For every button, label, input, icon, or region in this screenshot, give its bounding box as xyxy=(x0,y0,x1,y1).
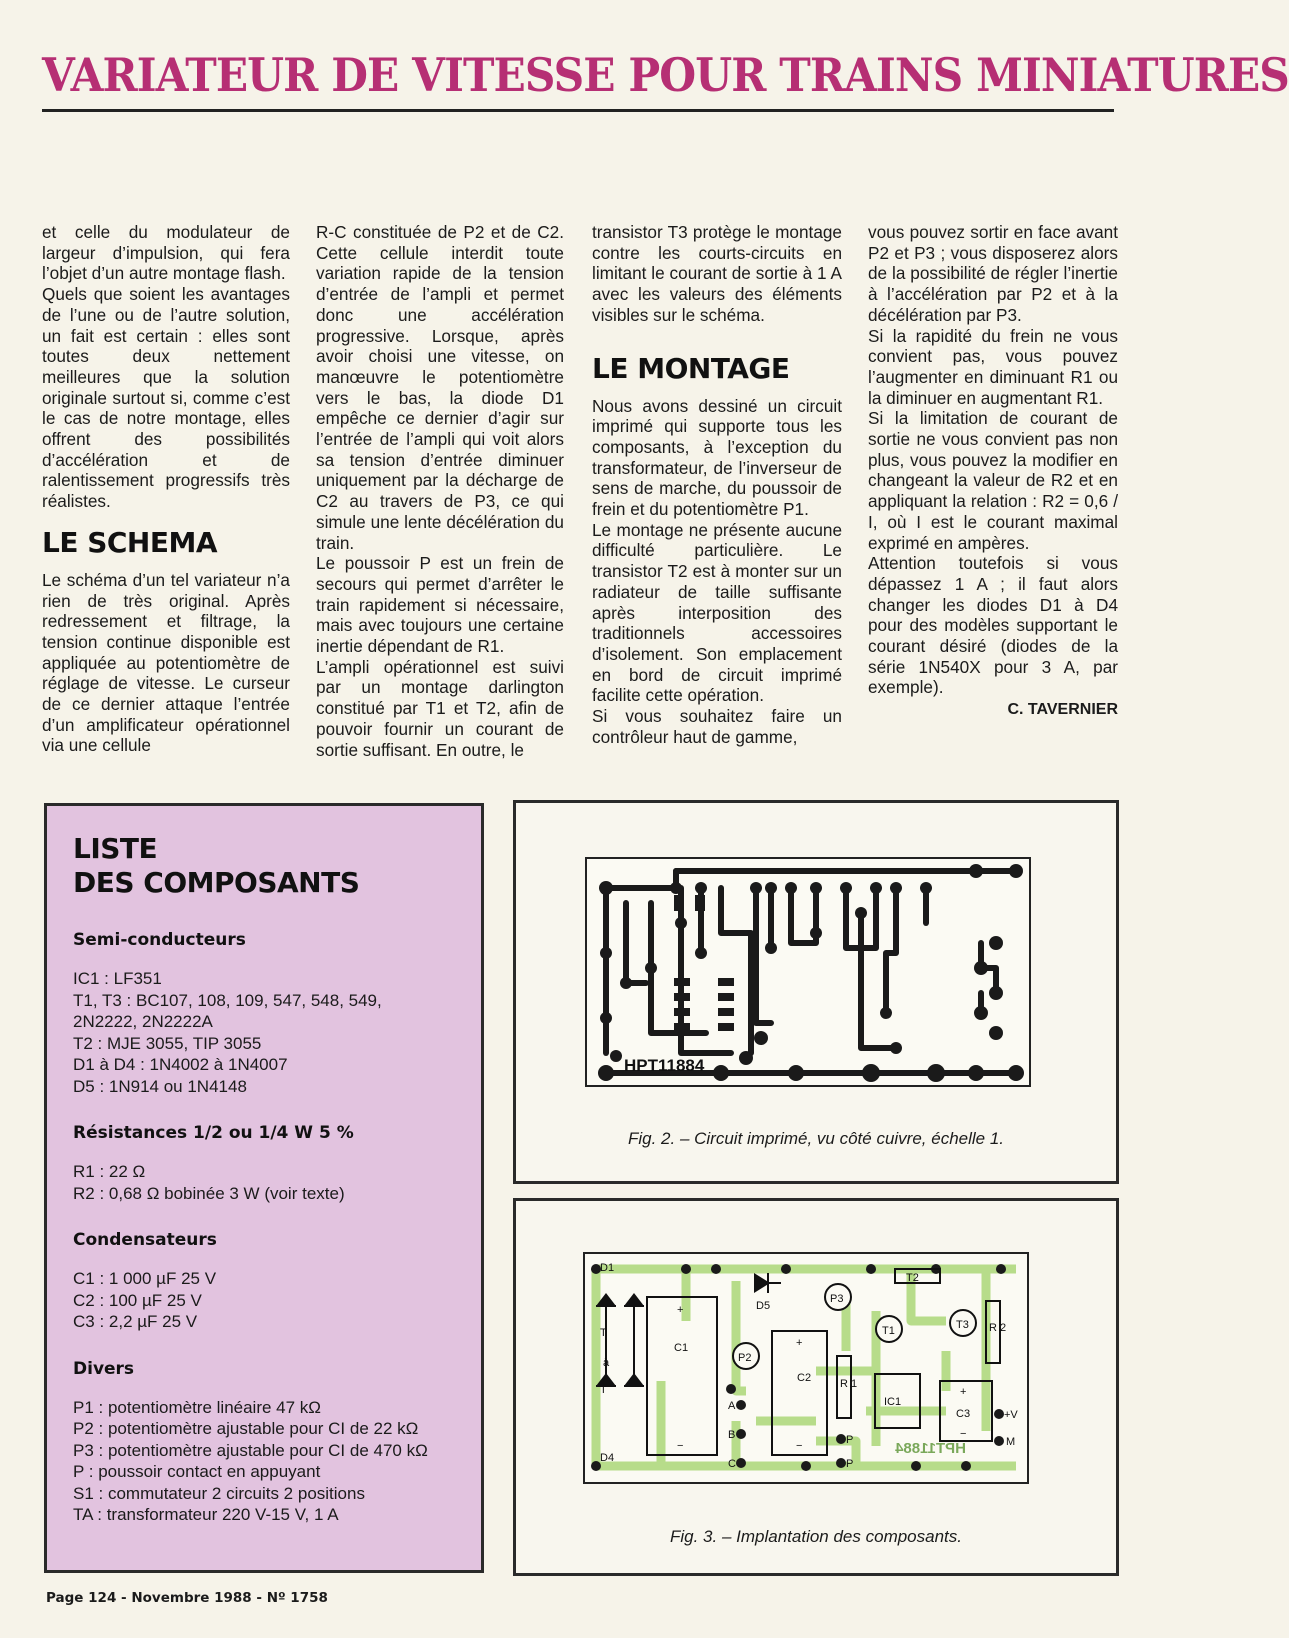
group-items-capacitors xyxy=(73,1268,457,1333)
mirror-board-label: HPT11884 xyxy=(895,1440,966,1457)
figure-caption-pcb: Fig. 2. – Circuit imprimé, vu côté cuivre, échelle 1. xyxy=(627,1129,1005,1148)
group-heading-resistors: Résistances 1/2 ou 1/4 W 5 % xyxy=(73,1123,354,1143)
label-c3-plus: + xyxy=(960,1386,967,1398)
paragraph: Le montage ne présente aucune difficulté particulière. Le transistor T2 est à monter sur un radiateur de taille suffisante après interposition des traditionnels accessoires d’isolement. Son emplacement en bord de circuit imprimé facilite cette opération. xyxy=(592,519,842,706)
figure-component-layout xyxy=(513,1198,1119,1576)
components-title-line2: DES COMPOSANTS xyxy=(73,866,360,899)
text-column-4 xyxy=(868,222,1118,721)
paragraph: Si la rapidité du frein ne vous convient pas, vous pouvez l’augmenter en diminuant R1 ou la diminuer en augmentant R1. xyxy=(868,325,1118,408)
label-c3-minus: − xyxy=(960,1428,967,1440)
text-column-2 xyxy=(316,222,564,760)
paragraph: Le schéma d’un tel variateur n’a rien de très original. Après redressement et filtrage, la tension continue disponible est appliquée au potentiomètre de réglage de vitesse. Le curseur de ce dernier attaque l’entrée d’un amplificateur opérationnel via une cellule xyxy=(42,569,290,756)
label-d5: D5 xyxy=(756,1300,771,1312)
label-c2-plus: + xyxy=(796,1337,803,1349)
label-t1: T1 xyxy=(882,1325,895,1337)
component-item: D1 à D4 : 1N4002 à 1N4007 xyxy=(73,1055,288,1074)
author-signature: C. TAVERNIER xyxy=(1007,701,1118,719)
label-t-mid: à xyxy=(603,1357,610,1369)
paragraph: transistor T3 protège le montage contre les courts-circuits en limitant le courant de sortie à 1 A avec les valeurs des éléments visibles sur le schéma. xyxy=(592,222,842,325)
component-item: C1 : 1 000 µF 25 V xyxy=(73,1269,217,1288)
group-items-misc xyxy=(73,1397,457,1526)
paragraph: Le poussoir P est un frein de secours qui permet d’arrêter le train rapidement si nécessaire, mais avec toujours une certaine inertie dépendant de R1. xyxy=(316,553,564,657)
section-heading-montage: LE MONTAGE xyxy=(592,351,790,385)
label-b: B xyxy=(728,1429,736,1441)
paragraph: et celle du modulateur de largeur d’impulsion, qui fera l’objet d’un autre montage flash. xyxy=(42,222,290,284)
group-heading-misc: Divers xyxy=(73,1358,135,1379)
group-heading-capacitors: Condensateurs xyxy=(73,1230,217,1250)
title-rule xyxy=(42,109,1114,112)
label-c2: C2 xyxy=(797,1372,812,1384)
components-title xyxy=(73,832,457,900)
label-p3: P3 xyxy=(830,1293,844,1305)
label-t2: T2 xyxy=(906,1272,919,1284)
group-heading-semiconductors: Semi-conducteurs xyxy=(73,930,246,950)
paragraph: L’ampli opérationnel est suivi par un montage darlington constitué par T1 et T2, afin de pouvoir fournir un courant de sortie suffisant. En outre, le xyxy=(316,656,564,760)
label-t-top: T xyxy=(600,1327,607,1339)
paragraph: Si vous souhaitez faire un contrôleur haut de gamme, xyxy=(592,706,842,747)
components-list-box xyxy=(44,803,484,1573)
pcb-drawing xyxy=(516,803,1116,1123)
section-heading-schema: LE SCHEMA xyxy=(42,525,218,559)
label-ic1: IC1 xyxy=(884,1396,902,1408)
component-item: S1 : commutateur 2 circuits 2 positions xyxy=(73,1483,365,1503)
label-c1: C1 xyxy=(674,1342,689,1354)
paragraph: Si la limitation de courant de sortie ne vous convient pas non plus, vous pouvez la modifier en changeant la valeur de R2 et en appliquant la relation : R2 = 0,6 / I, où I est le courant maximal exprimé en ampères. xyxy=(868,408,1118,553)
label-c1-minus: − xyxy=(677,1440,684,1452)
label-p2: P2 xyxy=(738,1352,752,1364)
paragraph: vous pouvez sortir en face avant P2 et P3 ; vous disposerez alors de la possibilité de régler l’inertie à l’accélération par P2 et à la décélération par P3. xyxy=(868,222,1118,325)
figure-caption-layout: Fig. 3. – Implantation des composants. xyxy=(670,1527,962,1546)
label-c: C xyxy=(728,1458,736,1470)
component-item: T1, T3 : BC107, 108, 109, 547, 548, 549, xyxy=(73,990,382,1010)
component-item: D5 : 1N914 ou 1N4148 xyxy=(73,1076,247,1096)
text-column-3 xyxy=(592,222,842,747)
label-c1-plus: + xyxy=(677,1304,684,1316)
component-item: T2 : MJE 3055, TIP 3055 xyxy=(73,1033,262,1053)
label-plus-v: +V xyxy=(1004,1409,1018,1421)
figure-pcb xyxy=(513,800,1119,1184)
component-item: P1 : potentiomètre linéaire 47 kΩ xyxy=(73,1397,322,1417)
article-title: VARIATEUR DE VITESSE POUR TRAINS MINIATURES xyxy=(42,48,1289,102)
label-d1: D1 xyxy=(600,1262,615,1274)
label-t3: T3 xyxy=(956,1319,969,1331)
component-item: TA : transformateur 220 V-15 V, 1 A xyxy=(73,1505,339,1524)
paragraph: Quels que soient les avantages de l’une ou de l’autre solution, un fait est certain : elles sont toutes deux nettement meilleures que la solution originale surtout si, comme c’est le cas de notre montage, elles offrent des possibilités d’accélération et de ralentissement progressifs très réalistes. xyxy=(42,284,290,512)
component-item: P : poussoir contact en appuyant xyxy=(73,1462,321,1481)
component-item: C3 : 2,2 µF 25 V xyxy=(73,1312,198,1331)
label-t-bottom: T xyxy=(600,1384,607,1396)
components-title-line1: LISTE xyxy=(73,832,158,865)
component-item: IC1 : LF351 xyxy=(73,969,162,988)
paragraph: Nous avons dessiné un circuit imprimé qui supporte tous les composants, à l’exception du transformateur, de l’inverseur de sens de marche, du poussoir de frein et du potentiomètre P1. xyxy=(592,395,842,520)
paragraph: Attention toutefois si vous dépassez 1 A ; il faut alors changer les diodes D1 à D4 pour des modèles supportant le courant désiré (diodes de la série 1N540X pour 3 A, par exemple). xyxy=(868,553,1118,698)
text-column-1 xyxy=(42,222,290,756)
group-items-semiconductors xyxy=(73,968,457,1097)
label-p-2: P xyxy=(846,1458,854,1470)
component-item: R2 : 0,68 Ω bobinée 3 W (voir texte) xyxy=(73,1183,345,1203)
component-item: P2 : potentiomètre ajustable pour CI de 22 kΩ xyxy=(73,1419,419,1438)
component-item: C2 : 100 µF 25 V xyxy=(73,1290,202,1310)
label-c3: C3 xyxy=(956,1408,971,1420)
label-m: M xyxy=(1006,1436,1016,1448)
paragraph: R-C constituée de P2 et de C2. Cette cellule interdit toute variation rapide de la tension d’entrée de l’ampli et permet donc une accélération progressive. Lorsque, après avoir choisi une vitesse, on manœuvre le potentiomètre vers le bas, la diode D1 empêche ce dernier d’agir sur l’entrée de l’ampli qui voit alors sa tension d’entrée diminuer uniquement par la décharge de C2 au travers de P3, ce qui simule une lente décélération du train. xyxy=(316,222,564,553)
pcb-board-label: HPT11884 xyxy=(624,1056,705,1075)
label-a: A xyxy=(728,1400,736,1412)
component-item: P3 : potentiomètre ajustable pour CI de 470 kΩ xyxy=(73,1440,428,1460)
component-item: R1 : 22 Ω xyxy=(73,1162,146,1181)
label-p-1: P xyxy=(846,1434,854,1446)
group-items-resistors xyxy=(73,1161,457,1204)
label-d4: D4 xyxy=(600,1452,615,1464)
label-r1: R 1 xyxy=(840,1378,858,1390)
page-footer: Page 124 - Novembre 1988 - Nº 1758 xyxy=(46,1590,328,1606)
label-r2: R 2 xyxy=(989,1322,1007,1334)
component-item: 2N2222, 2N2222A xyxy=(73,1012,213,1031)
label-c2-minus: − xyxy=(796,1440,803,1452)
layout-drawing xyxy=(516,1201,1116,1521)
